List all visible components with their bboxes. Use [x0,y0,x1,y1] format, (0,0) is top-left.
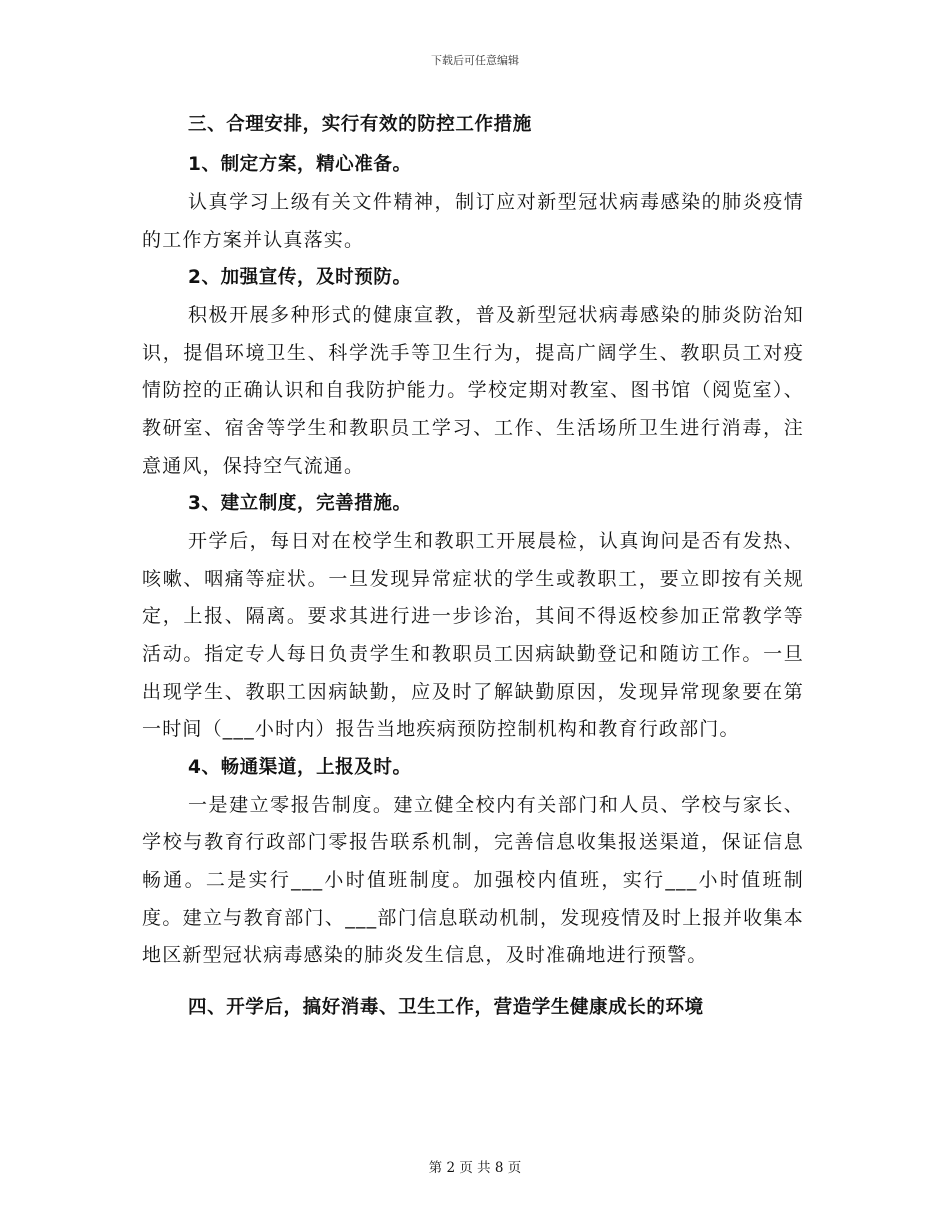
subheading-2: 2、加强宣传，及时预防。 [188,267,412,289]
section-heading-3: 三、合理安排，实行有效的防控工作措施 [188,114,532,135]
subheading-3: 3、建立制度，完善措施。 [188,493,412,515]
document-body [142,106,804,1027]
spacer [142,975,804,989]
paragraph-1: 认真学习上级有关文件精神，制订应对新型冠状病毒感染的肺炎疫情的工作方案并认真落实。 [142,191,804,251]
page-header: 下载后可任意编辑 [431,54,519,67]
subheading-1: 1、制定方案，精心准备。 [188,154,412,175]
section-heading-4: 四、开学后，搞好消毒、卫生工作，营造学生健康成长的环境 [188,996,704,1018]
paragraph-4: 一是建立零报告制度。建立健全校内有关部门和人员、学校与家长、学校与教育行政部门零报告联系机制，完善信息收集报送渠道，保证信息畅通。二是实行___小时值班制度。加强校内值班，实行___小时值班制度。建立与教育部门、___部门信息联动机制，发现疫情及时上报并收集本地区新型冠状病毒感染的肺炎发生信息，及时准确地进行预警。 [142,793,804,967]
paragraph-2: 积极开展多种形式的健康宣教，普及新型冠状病毒感染的肺炎防治知识，提倡环境卫生、科学洗手等卫生行为，提高广阔学生、教职员工对疫情防控的正确认识和自我防护能力。学校定期对教室、图书馆（阅览室）、教研室、宿舍等学生和教职员工学习、工作、生活场所卫生进行消毒，注意通风，保持空气流通。 [142,304,804,477]
subheading-4: 4、畅通渠道，上报及时。 [188,756,412,778]
paragraph-3: 开学后，每日对在校学生和教职工开展晨检，认真询问是否有发热、咳嗽、咽痛等症状。一旦发现异常症状的学生或教职工，要立即按有关规定，上报、隔离。要求其进行进一步诊治，其间不得返校参加正常教学等活动。指定专人每日负责学生和教职员工因病缺勤登记和随访工作。一旦出现学生、教职工因病缺勤，应及时了解缺勤原因，发现异常现象要在第一时间（___小时内）报告当地疾病预防控制机构和教育行政部门。 [142,530,804,741]
page-footer: 第 2 页 共 8 页 [428,1160,522,1176]
